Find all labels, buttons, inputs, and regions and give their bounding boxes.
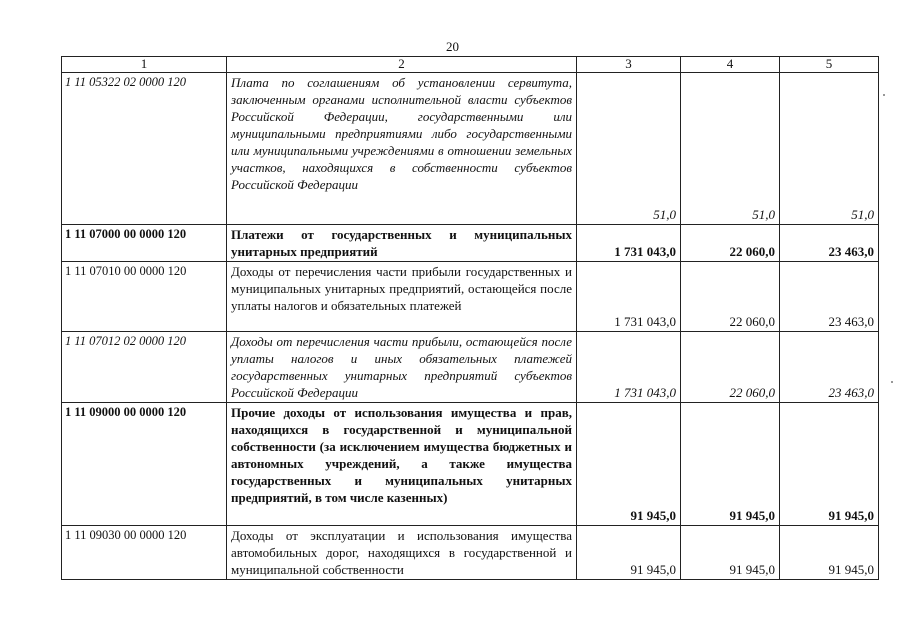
- row-value-col4: 22 060,0: [681, 262, 780, 332]
- row-value-col5: 91 945,0: [780, 403, 879, 526]
- row-value-col5: 23 463,0: [780, 332, 879, 403]
- column-header-4: 4: [681, 57, 780, 73]
- column-header-2: 2: [227, 57, 577, 73]
- column-header-5: 5: [780, 57, 879, 73]
- row-value-col3: 91 945,0: [577, 403, 681, 526]
- column-header-1: 1: [62, 57, 227, 73]
- row-description: Плата по соглашениям об установлении сервитута, заключенным органами исполнительной власти субъектов Российской Федерации, государственными или муниципальными предприятиями либо государственными или муниципальными учреждениями в отношении земельных участков, находящихся в собственности субъектов Российской Федерации: [227, 73, 577, 225]
- row-code: 1 11 05322 02 0000 120: [62, 73, 227, 225]
- table-row: [62, 332, 879, 403]
- table-row: [62, 225, 879, 262]
- row-value-col3: 1 731 043,0: [577, 262, 681, 332]
- row-value-col4: 91 945,0: [681, 403, 780, 526]
- row-value-col4: 91 945,0: [681, 526, 780, 580]
- table-row: [62, 73, 879, 225]
- row-description: Платежи от государственных и муниципальных унитарных предприятий: [227, 225, 577, 262]
- scan-speck: [883, 94, 885, 96]
- table-header-row: [62, 57, 879, 73]
- row-value-col3: 1 731 043,0: [577, 225, 681, 262]
- row-description: Доходы от эксплуатации и использования имущества автомобильных дорог, находящихся в государственной и муниципальной собственности: [227, 526, 577, 580]
- scan-speck: [891, 381, 893, 383]
- row-value-col5: 91 945,0: [780, 526, 879, 580]
- row-code: 1 11 07000 00 0000 120: [62, 225, 227, 262]
- row-code: 1 11 09000 00 0000 120: [62, 403, 227, 526]
- row-description: Доходы от перечисления части прибыли, остающейся после уплаты налогов и иных обязательных платежей государственных унитарных предприятий субъектов Российской Федерации: [227, 332, 577, 403]
- column-header-3: 3: [577, 57, 681, 73]
- table-row: [62, 262, 879, 332]
- row-code: 1 11 07010 00 0000 120: [62, 262, 227, 332]
- table-row: [62, 526, 879, 580]
- row-value-col4: 22 060,0: [681, 225, 780, 262]
- row-value-col3: 1 731 043,0: [577, 332, 681, 403]
- page-number: 20: [446, 39, 459, 54]
- budget-revenue-table: [61, 56, 879, 580]
- row-description: Доходы от перечисления части прибыли государственных и муниципальных унитарных предприятий, остающейся после уплаты налогов и обязательных платежей: [227, 262, 577, 332]
- table-row: [62, 403, 879, 526]
- row-value-col3: 51,0: [577, 73, 681, 225]
- row-code: 1 11 09030 00 0000 120: [62, 526, 227, 580]
- row-description: Прочие доходы от использования имущества и прав, находящихся в государственной и муниципальной собственности (за исключением имущества бюджетных и автономных учреждений, а также имущества государственных и муниципальных унитарных предприятий, в том числе казенных): [227, 403, 577, 526]
- row-code: 1 11 07012 02 0000 120: [62, 332, 227, 403]
- row-value-col5: 23 463,0: [780, 225, 879, 262]
- row-value-col5: 23 463,0: [780, 262, 879, 332]
- row-value-col4: 51,0: [681, 73, 780, 225]
- row-value-col5: 51,0: [780, 73, 879, 225]
- row-value-col4: 22 060,0: [681, 332, 780, 403]
- row-value-col3: 91 945,0: [577, 526, 681, 580]
